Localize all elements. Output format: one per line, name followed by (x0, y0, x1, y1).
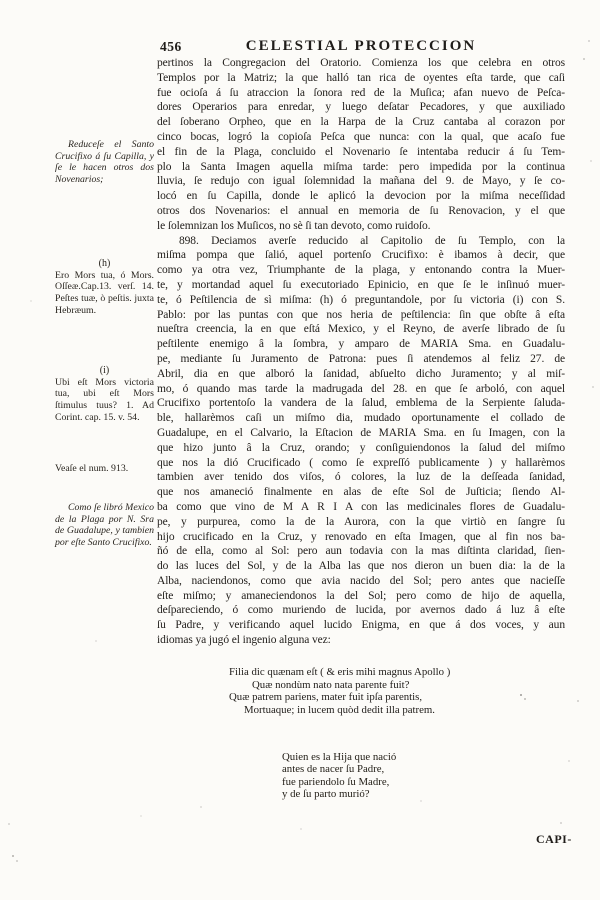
verse-line: Quæ nondùm nato nata parente fuit? (252, 678, 410, 691)
note-marker-i: (i) (99, 365, 110, 376)
margin-note-i (55, 365, 154, 424)
verse-line: antes de nacer ſu Padre, (282, 763, 385, 776)
running-header (157, 38, 565, 56)
body-line: hijo crucificado en la Cruz, y renovado en eſta Imagen, que al fin nos ba- (157, 530, 565, 543)
body-line: do las luces del Sol, y de la Alba las que nos dieron un buen dia: la de la (157, 560, 565, 573)
body-line: idiomas ya jugó el ingenio alguna vez: (157, 634, 331, 647)
body-line: plo la Santa Imagen aquella miſma tarde: pero impedida por la continua (157, 160, 565, 173)
body-text (157, 56, 565, 648)
body-line: que hizo junto â la Cruz, orando; y conſiguiendonos la ſalud del miſmo (157, 441, 565, 454)
body-line: te, ó Peſtilencia de sì miſma: (h) ó preguntandole, por ſu victoria (i) con S. (157, 293, 565, 306)
margin-note-reducese (55, 139, 154, 186)
body-line: mo, ó quando mas tarde la madrugada del 28. en que ſe arboló, con aquel (157, 382, 565, 395)
body-line: cinco bocas, logró la copioſa Peſca que nunca: con la qual, que acaſo fue (157, 130, 565, 143)
body-line: otros dos Novenarios: el annual en memoria de ſu Renovacion, y el que (157, 204, 565, 217)
body-line: que nos la dió Crucificado ( como ſe expreſſó publicamente ) y hallarèmos (157, 456, 565, 469)
body-line: dores Operarios para enredar, y luego deſatar Pecadores, y que auxiliado (157, 101, 565, 114)
verse-line: Filia dic quænam eſt ( & eris mihi magnus Apollo ) (229, 666, 451, 678)
catchword: CAPI- (536, 832, 572, 846)
body-line: ſu Padre, y verificando aquel lucido Enigma, en que á dos voces, y aun (157, 619, 565, 632)
margin-note-text: Como ſe libró Mexico de la Plaga por N. Sra de Guadalupe, y tambien por eſte Santo Crucifixo. (55, 502, 154, 549)
verse-line: fue pariendolo ſu Madre, (282, 775, 390, 788)
body-line: pe, y purpurea, como la de la Aurora, con la que virtiò en ſangre ſu (157, 515, 565, 528)
margin-note-text: Ero Mors tua, ó Mors. Oſſeæ.Cap.13. verſ. 14. Peſtes tuæ, ò peſtis. juxta Hebræum. (55, 269, 154, 316)
page-number: 456 (160, 39, 182, 54)
body-line: miſma pompa que ſalió, aquel portenſo Crucifixo: è ibamos à decir, que (157, 249, 565, 262)
body-line: del ſoberano Orpheo, que en la Harpa de la Cruz cantaba al corazon por (157, 116, 565, 129)
body-line: nueſtra creencia, la en que eſtá Mexico, y el Reyno, de averſe librado de ſu (157, 323, 565, 336)
body-line: locó en ſu Capilla, donde le aplicó la devocion por la miſma neceſſidad (157, 190, 565, 203)
paper-noise (0, 0, 2, 2)
margin-note-text: Ubi eſt Mors victoria tua, ubi eſt Mors ſtimulus tuus? 1. Ad Corint. cap. 15. v. 54. (55, 376, 154, 423)
body-line: lluvia, ſe redujo con igual ſolemnidad la mañana del 9. de Mayo, y ſe co- (157, 175, 565, 188)
body-line: Pablo: por las puntas con que nos heria de peſtilencia: ſin que obſte â eſta (157, 308, 565, 321)
body-line: Crucifixo portentoſo la vandera de la ſalud, emblema de la Serpiente ſaluda- (157, 397, 565, 410)
body-line-paragraph-898-start: 898. Deciamos averſe reducido al Capitolio de ſu Templo, con la (179, 234, 565, 247)
body-line: ble, hallarèmos caſi un miſmo dia, mudado oportunamente el collado de (157, 412, 565, 425)
body-line: pe, mediante ſu Juramento de Patrona: pues ſi atendemos al feliz 27. de (157, 352, 565, 365)
paragraph-2 (157, 248, 565, 633)
verse-line: Quien es la Hija que nació (282, 751, 397, 763)
paragraph-1 (157, 56, 565, 219)
body-line: le ſolemnizan los Muſicos, no sè ſi tan devoto, como ruidoſo. (157, 219, 431, 232)
body-line: el fin de la Plaga, concluido el Novenario ſe intentaba reducir á ſu Tem- (157, 145, 565, 158)
body-line: Abril, dia en que alboró la ſanidad, abſuelto dicho Juramento; y al miſ- (157, 367, 565, 380)
body-line: que nos amaneció finalmente en alas de eſte Sol de Juſticia; ſiendo Al- (157, 486, 565, 499)
margin-note-h (55, 258, 154, 317)
spanish-verse (282, 751, 396, 801)
body-line: ñó de ella, como al Sol: pero aun todavia con la mas diſtinta claridad, ſien- (157, 545, 565, 558)
verse-line: Mortuaque; in lucem quòd dedit illa patrem. (244, 703, 435, 716)
body-line: tambien aver tenido dos viſos, ó colores, la luz de la deſſeada ſanidad, (157, 471, 565, 484)
body-line: fue ocioſa á ſu atraccion la ſonora red de la Muſica; afan nuevo de Peſca- (157, 86, 565, 99)
note-marker-h: (h) (98, 258, 111, 269)
body-line: pertinos la Congregacion del Oratorio. Comienza los que celebra en otros (157, 57, 565, 69)
body-line: Guadalupe, en el Calvario, la Eſtacion de MARIA Sma. en ſu Imagen, con la (157, 426, 565, 439)
running-title: CELESTIAL PROTECCION (245, 38, 477, 54)
margin-note-vease (55, 463, 154, 475)
margin-note-como-se-libro (55, 502, 154, 549)
body-line: peſtilente enemigo â la ſombra, y amparo de MARIA Sma. en Guadalu- (157, 338, 565, 351)
body-line: te, y mortandad aquel ſu executoriado Epinicio, en que ſe le inſinuó muer- (157, 278, 565, 291)
margin-note-text: Veaſe el num. 913. (55, 463, 129, 474)
body-line: Alba, naciendonos, como que avia nacido del Sol; pero antes que nacieſſe (157, 574, 565, 587)
margin-note-text: Reduceſe el Santo Crucifixo á ſu Capilla, y ſe le hacen otros dos Novenarios; (55, 139, 154, 186)
verse-line: y de ſu parto murió? (282, 788, 370, 801)
verse-line: Quæ patrem pariens, mater fuit ipſa parentis, (229, 691, 423, 704)
body-line: deſpareciendo, ó como muriendo de lucida, por avernos dado á luz â eſte (157, 604, 565, 617)
body-line: Templos por la Matriz; la que halló tan rica de oyentes eſta tarde, que caſi (157, 71, 565, 84)
latin-verse (229, 666, 450, 716)
body-line: eſte miſmo; y amaneciendonos la del Sol; pero como de hijo de aquella, (157, 589, 565, 602)
body-line: ba como que vino de M A R I A con las medicinales flores de Guadalu- (157, 500, 565, 513)
body-line: como ya otra vez, Triumphante de la plaga, y entonando contra la Muer- (157, 264, 565, 277)
